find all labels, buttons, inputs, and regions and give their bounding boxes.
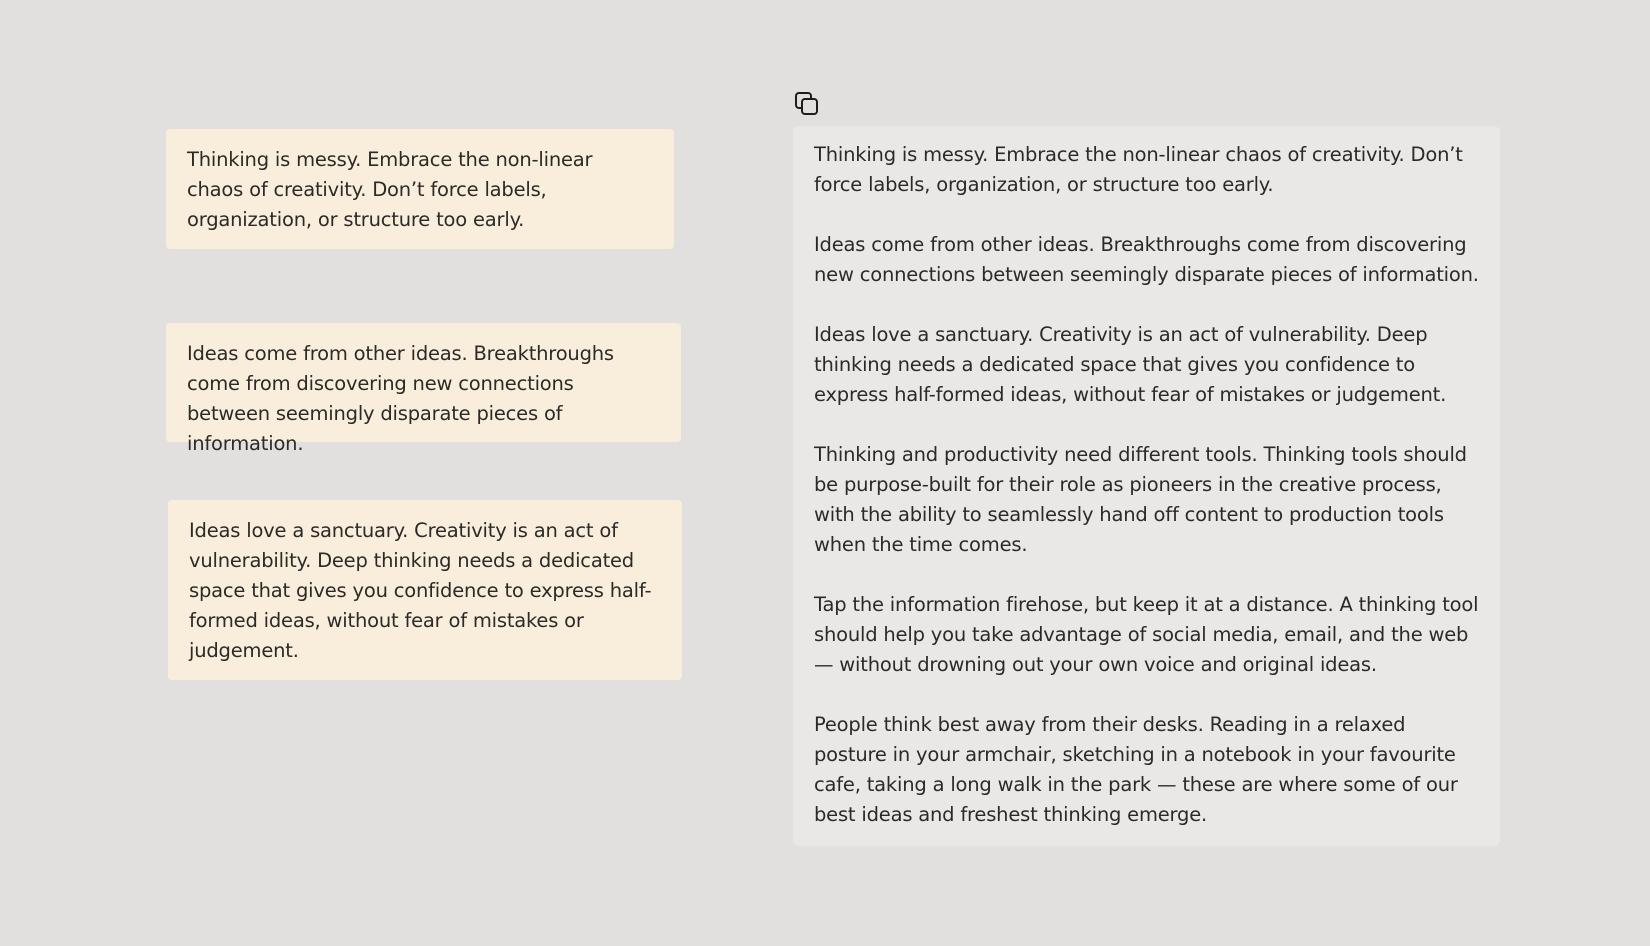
note-text: Ideas come from other ideas. Breakthroughs come from discovering new connections between seemingly disparate pieces of information.	[187, 342, 614, 455]
merged-paragraph: Ideas come from other ideas. Breakthroughs come from discovering new connections between seemingly disparate pieces of information.	[814, 233, 1479, 286]
note-text: Thinking is messy. Embrace the non-linear chaos of creativity. Don’t force labels, organization, or structure too early.	[187, 148, 593, 231]
copy-button[interactable]	[793, 90, 821, 118]
note-text: Ideas love a sanctuary. Creativity is an act of vulnerability. Deep thinking needs a dedicated space that gives you confidence to express half-formed ideas, without fear of mistakes or judgement.	[189, 519, 652, 662]
merged-notes-panel[interactable]	[793, 126, 1500, 846]
merged-paragraph: Thinking is messy. Embrace the non-linear chaos of creativity. Don’t force labels, organization, or structure too early.	[814, 143, 1463, 196]
merged-paragraph: Thinking and productivity need different tools. Thinking tools should be purpose-built for their role as pioneers in the creative process, with the ability to seamlessly hand off content to production tools when the time comes.	[814, 443, 1467, 556]
merged-paragraph: Tap the information firehose, but keep it at a distance. A thinking tool should help you take advantage of social media, email, and the web — without drowning out your own voice and original ideas.	[814, 593, 1479, 676]
note-card-thinking-is-messy[interactable]	[166, 129, 674, 249]
note-card-ideas-from-ideas[interactable]	[166, 323, 681, 455]
merged-paragraph: Ideas love a sanctuary. Creativity is an act of vulnerability. Deep thinking needs a dedicated space that gives you confidence to express half-formed ideas, without fear of mistakes or judgement.	[814, 323, 1447, 406]
note-card-ideas-sanctuary[interactable]	[168, 500, 682, 680]
copy-icon	[793, 90, 821, 118]
merged-paragraph: People think best away from their desks. Reading in a relaxed posture in your armchair, sketching in a notebook in your favourite cafe, taking a long walk in the park — these are where some of our best ideas and freshest thinking emerge.	[814, 713, 1458, 826]
